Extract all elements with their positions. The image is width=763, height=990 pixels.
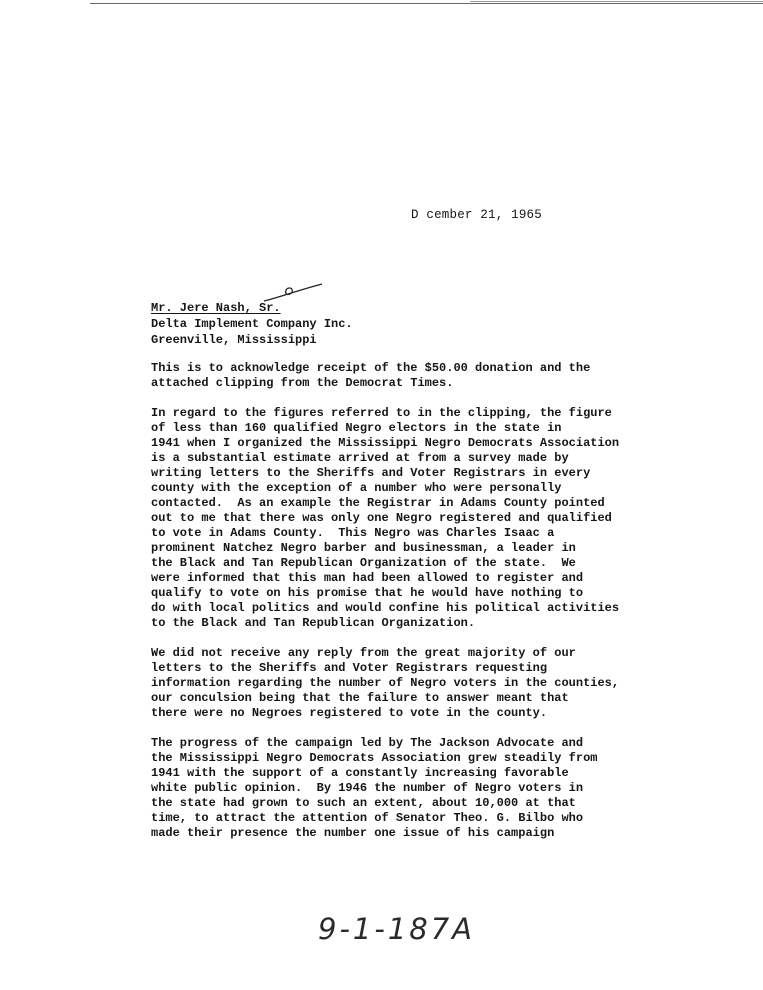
text-line: time, to attract the attention of Senator Theo. G. Bilbo who <box>151 811 584 825</box>
text-line: the state had grown to such an extent, about 10,000 at that <box>151 796 576 810</box>
text-line: to the Black and Tan Republican Organization. <box>151 616 476 630</box>
text-line: prominent Natchez Negro barber and businessman, a leader in <box>151 541 576 555</box>
text-line: were informed that this man had been allowed to register and <box>151 571 584 585</box>
paragraph-figures <box>151 406 641 631</box>
text-line: white public opinion. By 1946 the number of Negro voters in <box>151 781 584 795</box>
text-line: This is to acknowledge receipt of the $50.00 donation and the <box>151 361 591 375</box>
recipient-company: Delta Implement Company Inc. <box>151 317 353 331</box>
text-line: the Black and Tan Republican Organization of the state. We <box>151 556 576 570</box>
paragraph-acknowledgement <box>151 361 641 391</box>
text-line: of less than 160 qualified Negro electors in the state in <box>151 421 562 435</box>
text-line: 1941 when I organized the Mississippi Negro Democrats Association <box>151 436 620 450</box>
recipient-address <box>151 300 353 348</box>
text-line: letters to the Sheriffs and Voter Registrars requesting <box>151 661 548 675</box>
letter-date: D cember 21, 1965 <box>411 208 542 222</box>
paragraph-no-reply <box>151 646 641 721</box>
scan-edge-line <box>90 3 763 4</box>
paragraph-campaign-progress <box>151 736 641 841</box>
text-line: made their presence the number one issue of his campaign <box>151 826 555 840</box>
text-line: the Mississippi Negro Democrats Association grew steadily from <box>151 751 598 765</box>
handwritten-file-number: 9-1-187A <box>318 912 476 946</box>
text-line: information regarding the number of Negro voters in the counties, <box>151 676 620 690</box>
text-line: out to me that there was only one Negro registered and qualified <box>151 511 612 525</box>
recipient-name: Mr. Jere Nash, Sr. <box>151 301 281 315</box>
text-line: qualify to vote on his promise that he would have nothing to <box>151 586 584 600</box>
text-line: In regard to the figures referred to in the clipping, the figure <box>151 406 612 420</box>
text-line: We did not receive any reply from the great majority of our <box>151 646 576 660</box>
scan-edge-line-secondary <box>470 1 763 2</box>
text-line: there were no Negroes registered to vote in the county. <box>151 706 548 720</box>
text-line: attached clipping from the Democrat Times. <box>151 376 454 390</box>
text-line: contacted. As an example the Registrar in Adams County pointed <box>151 496 605 510</box>
text-line: to vote in Adams County. This Negro was Charles Isaac a <box>151 526 555 540</box>
recipient-city: Greenville, Mississippi <box>151 333 317 347</box>
text-line: is a substantial estimate arrived at from a survey made by <box>151 451 569 465</box>
text-line: writing letters to the Sheriffs and Voter Registrars in every <box>151 466 591 480</box>
text-line: do with local politics and would confine his political activities <box>151 601 620 615</box>
text-line: 1941 with the support of a constantly increasing favorable <box>151 766 569 780</box>
text-line: The progress of the campaign led by The Jackson Advocate and <box>151 736 584 750</box>
text-line: our conculsion being that the failure to answer meant that <box>151 691 569 705</box>
text-line: county with the exception of a number who were personally <box>151 481 562 495</box>
